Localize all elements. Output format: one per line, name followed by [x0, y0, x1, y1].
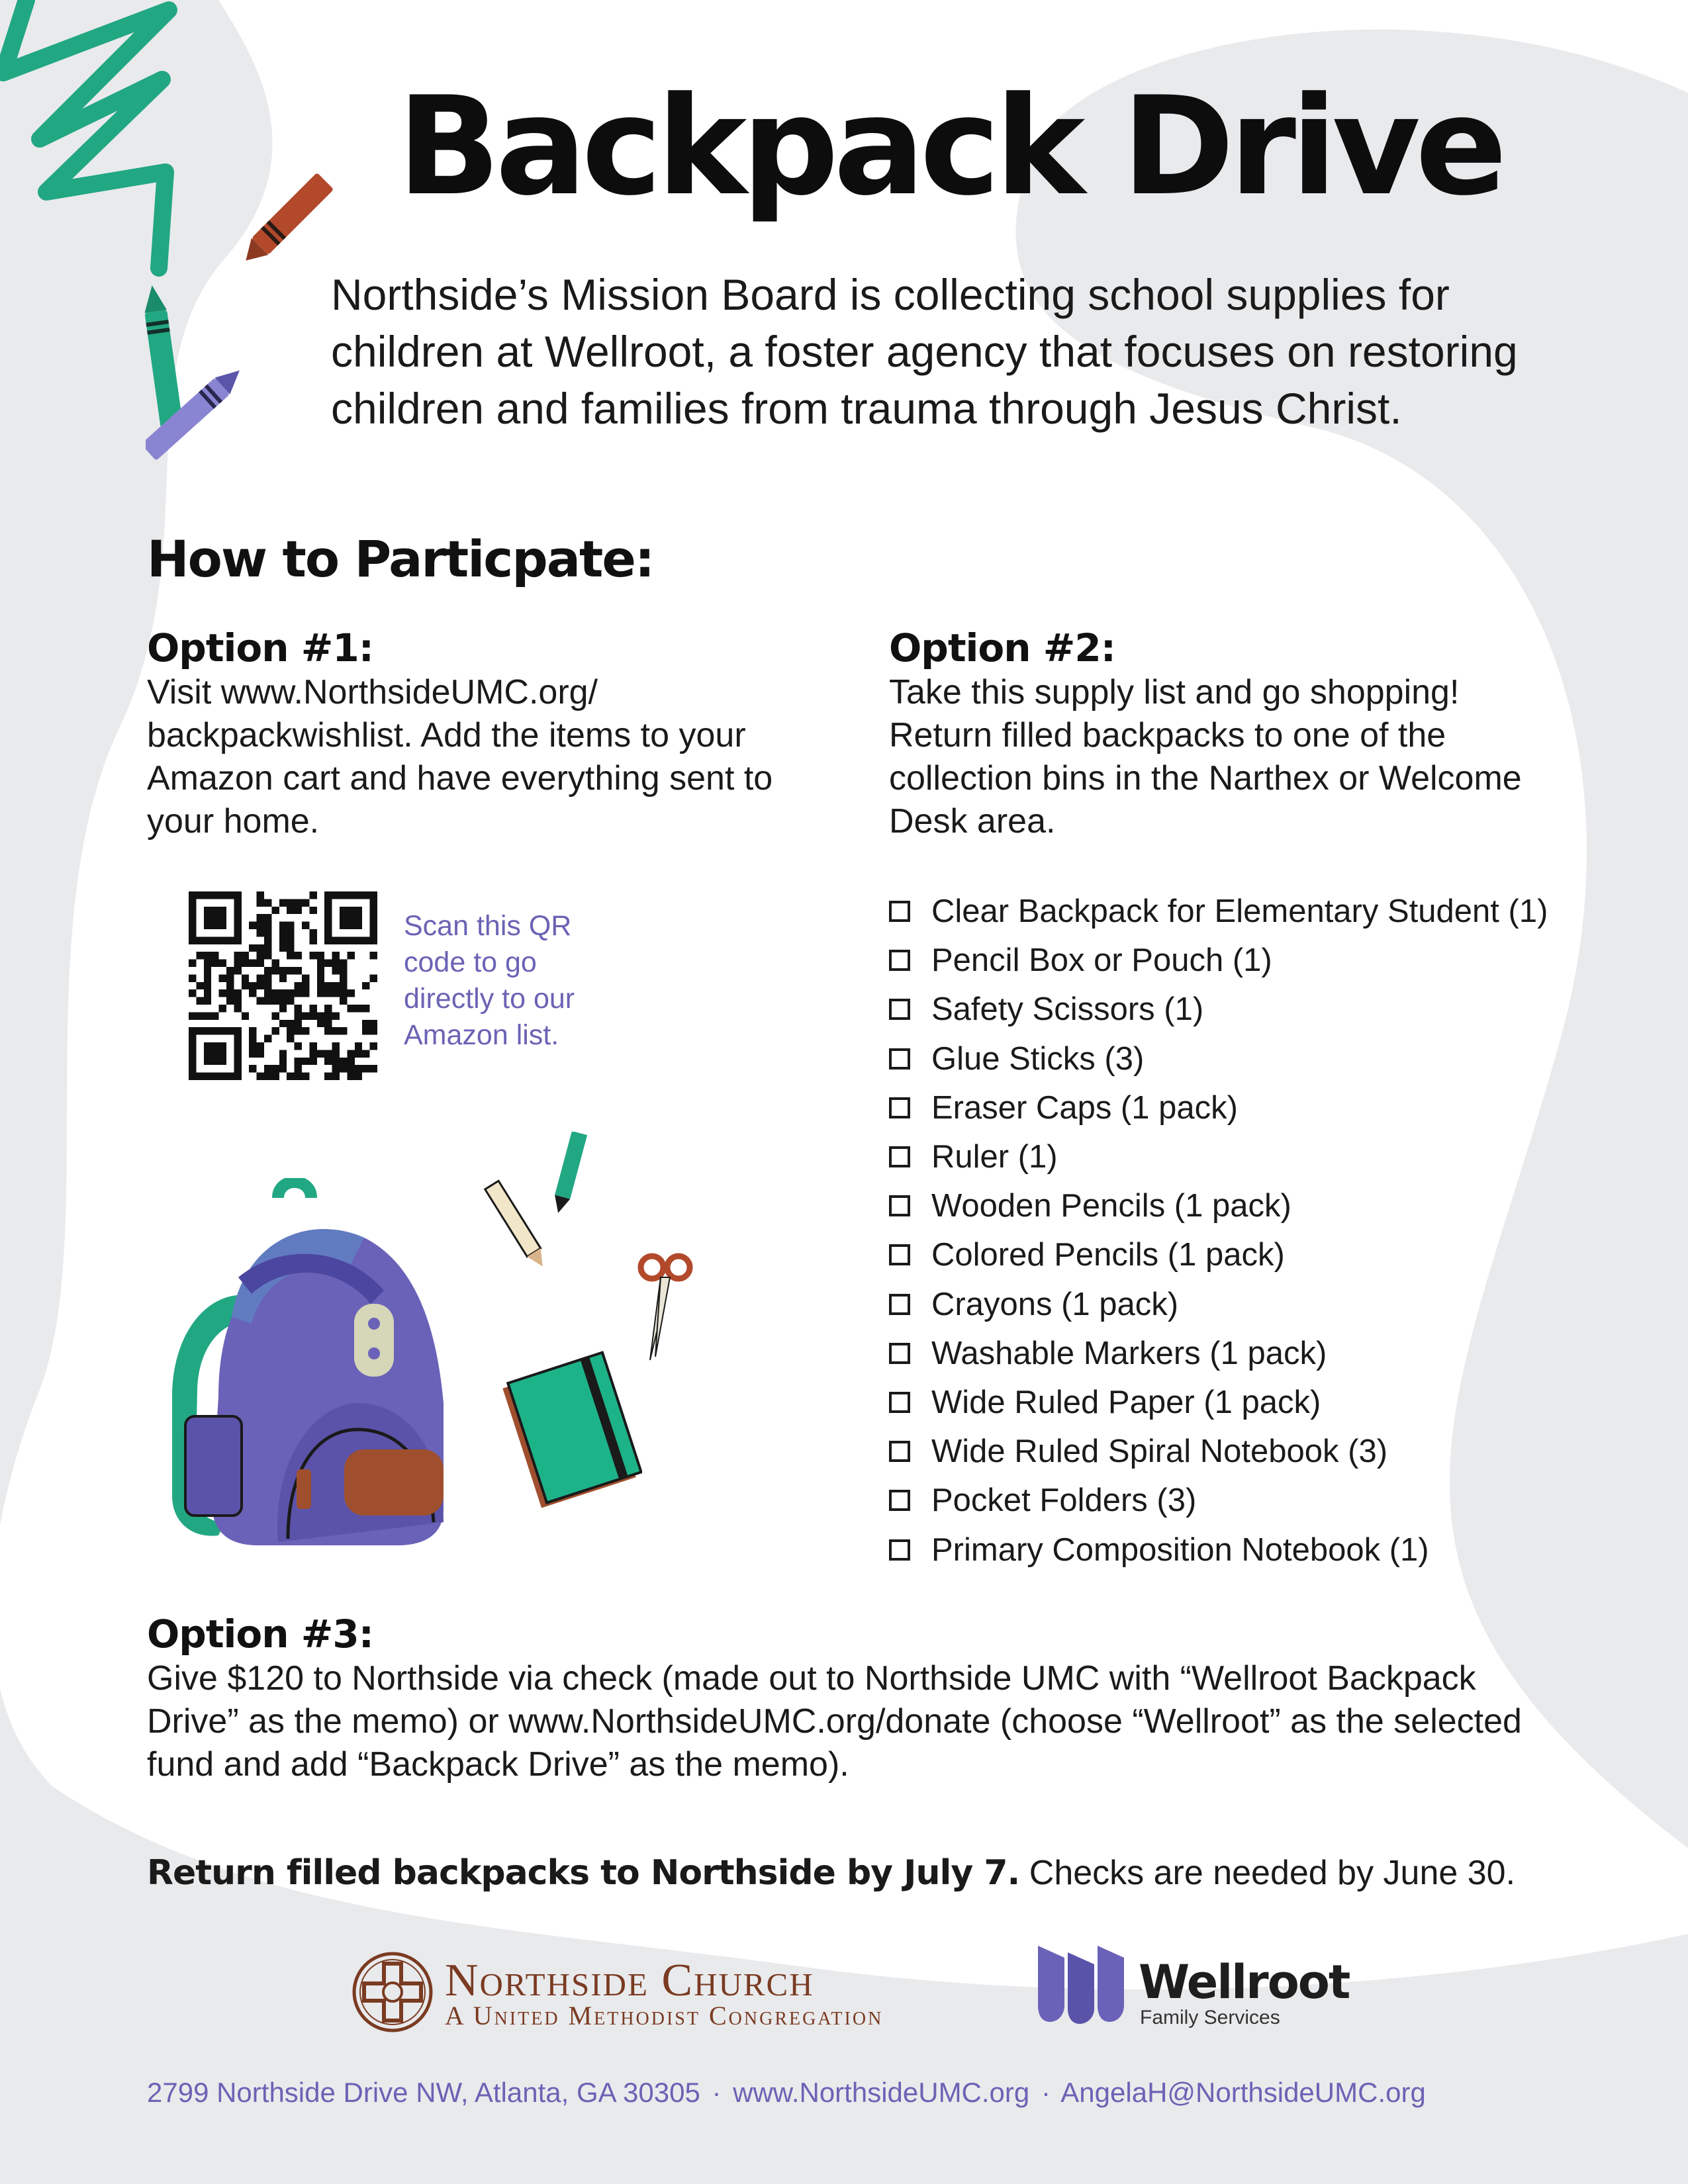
checkbox-icon[interactable]	[889, 1244, 910, 1265]
supply-item-label: Colored Pencils (1 pack)	[931, 1237, 1285, 1273]
how-to-participate-heading: How to Particpate:	[147, 529, 654, 588]
supply-item	[889, 936, 1548, 985]
supply-item-label: Primary Composition Notebook (1)	[931, 1531, 1429, 1568]
supply-item	[889, 1378, 1548, 1427]
red-crayon-icon	[228, 159, 348, 278]
footer-separator: ·	[1041, 2077, 1051, 2108]
checkbox-icon[interactable]	[889, 901, 910, 922]
northside-church-tagline: A United Methodist Congregation	[445, 2001, 884, 2030]
supply-item-label: Safety Scissors (1)	[931, 991, 1204, 1028]
scissors-icon	[635, 1251, 695, 1363]
checkbox-icon[interactable]	[889, 1195, 910, 1216]
footer-email-link[interactable]: AngelaH@NorthsideUMC.org	[1060, 2077, 1426, 2108]
northside-church-name: Northside Church	[445, 1955, 814, 2006]
footer-address: 2799 Northside Drive NW, Atlanta, GA 30305	[147, 2077, 700, 2108]
option-3-title: Option #3:	[147, 1612, 373, 1657]
supply-item-label: Wooden Pencils (1 pack)	[931, 1188, 1291, 1224]
checkbox-icon[interactable]	[889, 1048, 910, 1069]
supply-item-label: Eraser Caps (1 pack)	[931, 1089, 1238, 1126]
checkbox-icon[interactable]	[889, 999, 910, 1020]
notebook-icon	[496, 1350, 642, 1516]
checkbox-icon[interactable]	[889, 1146, 910, 1167]
wellroot-logo-icon	[1038, 1946, 1124, 2025]
intro-paragraph: Northside’s Mission Board is collecting school supplies for children at Wellroot, a foster agency that focuses on restoring children and families from trauma through Jesus Christ.	[331, 270, 1518, 433]
backpack-illustration-icon	[146, 1178, 477, 1549]
checkbox-icon[interactable]	[889, 1441, 910, 1462]
option-2-section	[889, 627, 1564, 843]
green-squiggle-icon	[0, 0, 212, 285]
supply-item	[889, 1329, 1548, 1378]
supply-checklist	[889, 887, 1548, 1574]
qr-code-icon[interactable]	[189, 891, 377, 1080]
page-title: Backpack Drive	[397, 68, 1502, 226]
supply-item-label: Wide Ruled Spiral Notebook (3)	[931, 1433, 1388, 1470]
footer-separator: ·	[712, 2077, 722, 2108]
supply-item-label: Clear Backpack for Elementary Student (1)	[931, 893, 1548, 930]
supply-item	[889, 887, 1548, 936]
supply-item	[889, 985, 1548, 1034]
checkbox-icon[interactable]	[889, 1343, 910, 1364]
pencil-icon	[483, 1132, 596, 1277]
checkbox-icon[interactable]	[889, 1294, 910, 1315]
supply-item-label: Wide Ruled Paper (1 pack)	[931, 1384, 1321, 1420]
deadline-line	[147, 1853, 1515, 1893]
supply-item-label: Ruler (1)	[931, 1139, 1058, 1175]
option-2-body: Take this supply list and go shopping! Return filled backpacks to one of the collection bins in the Narthex or Welcome Desk area.	[889, 672, 1522, 841]
supply-item-label: Crayons (1 pack)	[931, 1286, 1179, 1322]
supply-item	[889, 1230, 1548, 1279]
footer	[147, 2077, 1426, 2109]
deadline-regular: Checks are needed by June 30.	[1029, 1854, 1516, 1892]
checkbox-icon[interactable]	[889, 1539, 910, 1561]
supply-item	[889, 1181, 1548, 1230]
option-1-section	[147, 627, 809, 843]
footer-website-link[interactable]: www.NorthsideUMC.org	[733, 2077, 1030, 2108]
supply-item-label: Pencil Box or Pouch (1)	[931, 942, 1272, 979]
deadline-bold: Return filled backpacks to Northside by July 7.	[147, 1853, 1020, 1893]
supply-item-label: Glue Sticks (3)	[931, 1040, 1145, 1077]
checkbox-icon[interactable]	[889, 1392, 910, 1413]
checkbox-icon[interactable]	[889, 1097, 910, 1118]
supply-item	[889, 1427, 1548, 1476]
checkbox-icon[interactable]	[889, 1490, 910, 1511]
supply-item	[889, 1132, 1548, 1181]
supply-item	[889, 1280, 1548, 1329]
option-1-title: Option #1:	[147, 625, 373, 670]
checkbox-icon[interactable]	[889, 950, 910, 971]
supply-item	[889, 1034, 1548, 1083]
supply-item	[889, 1083, 1548, 1132]
qr-caption: Scan this QR code to go directly to our Amazon list.	[404, 910, 575, 1051]
supply-item-label: Washable Markers (1 pack)	[931, 1335, 1327, 1371]
option-3-body: Give $120 to Northside via check (made out to Northside UMC with “Wellroot Backpack Drive” as the memo) or www.NorthsideUMC.org/donate (choose “Wellroot” as the selected fund and add “Backpack Drive” as the memo).	[147, 1659, 1522, 1784]
supply-item	[889, 1476, 1548, 1525]
supply-item	[889, 1525, 1548, 1574]
option-3-section	[147, 1614, 1577, 1786]
option-1-body: Visit www.NorthsideUMC.org/ backpackwishlist. Add the items to your Amazon cart and have everything sent to your home.	[147, 672, 773, 841]
northside-cross-logo-icon	[350, 1949, 436, 2035]
wellroot-tagline: Family Services	[1140, 2007, 1280, 2028]
option-2-title: Option #2:	[889, 625, 1115, 670]
wellroot-name: Wellroot	[1139, 1955, 1350, 2009]
purple-crayon-icon	[146, 351, 245, 470]
supply-item-label: Pocket Folders (3)	[931, 1482, 1197, 1519]
